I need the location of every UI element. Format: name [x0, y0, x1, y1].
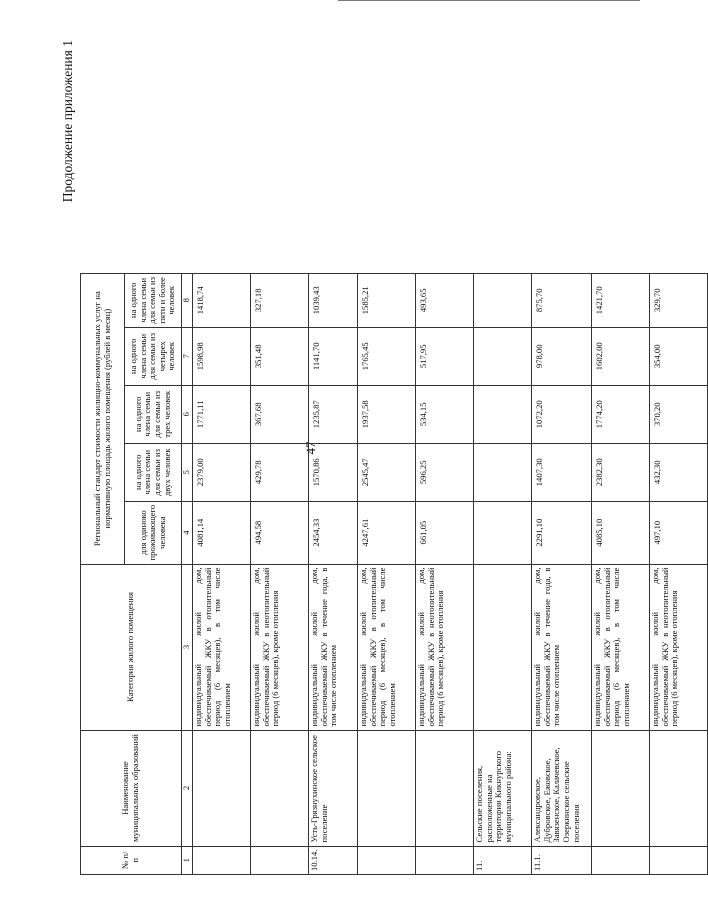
value-three: 1771,11 — [193, 385, 251, 443]
housing-category: индивидуальный жилой дом, обеспечиваемый ЖКУ в неотопительный период (6 месяцев), кроме отопления — [650, 564, 708, 730]
value-two: 2545,47 — [358, 443, 416, 501]
header-sub-5: на одного члена семьи для семьи из пяти и более человек — [125, 273, 182, 327]
housing-category: индивидуальный жилой дом, обеспечиваемый ЖКУ в отопительный период (6 месяцев), в том числе отоплением — [592, 564, 650, 730]
municipality-name — [592, 730, 650, 846]
housing-category: индивидуальный жилой дом, обеспечиваемый ЖКУ в отопительный период (6 месяцев), в том числе отоплением — [358, 564, 416, 730]
value-five-plus: 875,70 — [532, 273, 592, 327]
value-single: 2291,10 — [532, 501, 592, 564]
header-col-standard: Региональный стандарт стоимости жилищно-коммунальных услуг на нормативную площадь жилого помещения (рублей в месяц) — [81, 273, 125, 564]
index-cell: 1 — [182, 846, 193, 874]
table-row — [358, 273, 416, 874]
value-four: 351,48 — [251, 327, 309, 385]
municipality-name — [251, 730, 309, 846]
table-row — [650, 273, 708, 874]
row-number: 10.14. — [309, 846, 358, 874]
value-two: 432,30 — [650, 443, 708, 501]
municipality-name — [193, 730, 251, 846]
value-single: 2454,33 — [309, 501, 358, 564]
row-number — [416, 846, 474, 874]
housing-category — [474, 564, 532, 730]
municipality-name: Сельские поселения, расположенные на территории Кикнурского муниципального района: — [474, 730, 532, 846]
value-four: 978,00 — [532, 327, 592, 385]
table-row — [416, 273, 474, 874]
value-four: 1765,45 — [358, 327, 416, 385]
table-row — [251, 273, 309, 874]
header-sub-1: для одиноко проживающего человека — [125, 501, 182, 564]
index-cell: 4 — [182, 501, 193, 564]
index-cell: 2 — [182, 730, 193, 846]
value-single: 4085,10 — [592, 501, 650, 564]
header-col-name: Наименование муниципальных образований — [81, 730, 182, 846]
value-single: 661,05 — [416, 501, 474, 564]
row-number — [193, 846, 251, 874]
housing-category: индивидуальный жилой дом, обеспечиваемый ЖКУ в течение года, в том числе отоплением — [532, 564, 592, 730]
value-single: 4247,61 — [358, 501, 416, 564]
value-two: 596,25 — [416, 443, 474, 501]
value-two: 429,78 — [251, 443, 309, 501]
value-two: 2379,00 — [193, 443, 251, 501]
value-five-plus: 329,70 — [650, 273, 708, 327]
housing-category: индивидуальный жилой дом, обеспечиваемый ЖКУ в течение года, в том числе отоплением — [309, 564, 358, 730]
housing-category: индивидуальный жилой дом, обеспечиваемый ЖКУ в отопительный период (6 месяцев), в том числе отоплением — [193, 564, 251, 730]
row-number: 11. — [474, 846, 532, 874]
value-five-plus: 1418,74 — [193, 273, 251, 327]
header-sub-2: на одного члена семьи для семьи из двух человек — [125, 443, 182, 501]
value-three — [474, 385, 532, 443]
row-number: 11.1. — [532, 846, 592, 874]
value-two: 1570,86 — [309, 443, 358, 501]
index-cell: 5 — [182, 443, 193, 501]
table-row — [309, 273, 358, 874]
housing-category: индивидуальный жилой дом, обеспечиваемый ЖКУ в неотопительный период (6 месяцев), кроме отопления — [416, 564, 474, 730]
housing-standard-table — [80, 273, 708, 875]
value-three: 370,20 — [650, 385, 708, 443]
value-two: 2382,30 — [592, 443, 650, 501]
value-single: 494,58 — [251, 501, 309, 564]
header-col-category: Категория жилого помещения — [81, 564, 182, 730]
row-number — [592, 846, 650, 874]
municipality-name — [650, 730, 708, 846]
value-three: 534,15 — [416, 385, 474, 443]
value-four: 517,95 — [416, 327, 474, 385]
municipality-name: Усть-Грязнухинское сельское поселение — [309, 730, 358, 846]
value-three: 367,68 — [251, 385, 309, 443]
table-row — [474, 273, 532, 874]
value-five-plus: 1039,43 — [309, 273, 358, 327]
municipality-name: Александровское, Дубровское, Ежовское, Завязенское, Калачевское, Озеркинское сельские поселения — [532, 730, 592, 846]
index-cell: 8 — [182, 273, 193, 327]
municipality-name — [416, 730, 474, 846]
index-cell: 6 — [182, 385, 193, 443]
header-sub-3: на одного члена семьи для семьи из трех человек — [125, 385, 182, 443]
value-single: 497,10 — [650, 501, 708, 564]
value-five-plus: 1585,21 — [358, 273, 416, 327]
annex-title: Продолжение приложения 1 — [60, 40, 75, 203]
value-four: 1598,98 — [193, 327, 251, 385]
value-five-plus: 493,65 — [416, 273, 474, 327]
housing-category: индивидуальный жилой дом, обеспечиваемый ЖКУ в неотопительный период (6 месяцев), кроме отопления — [251, 564, 309, 730]
value-five-plus — [474, 273, 532, 327]
row-number — [358, 846, 416, 874]
value-three: 1774,20 — [592, 385, 650, 443]
value-four: 1602,00 — [592, 327, 650, 385]
header-index-row — [182, 273, 193, 874]
municipality-name — [358, 730, 416, 846]
page-number: 47 — [303, 441, 318, 455]
value-two: 1407,30 — [532, 443, 592, 501]
row-number — [251, 846, 309, 874]
rotated-page-content — [60, 40, 680, 875]
value-two — [474, 443, 532, 501]
row-number — [650, 846, 708, 874]
value-single — [474, 501, 532, 564]
index-cell: 7 — [182, 327, 193, 385]
table-row — [592, 273, 650, 874]
table-row — [193, 273, 251, 874]
header-col-no: № п/п — [81, 846, 182, 874]
index-cell: 3 — [182, 564, 193, 730]
value-single: 4081,14 — [193, 501, 251, 564]
value-four: 354,00 — [650, 327, 708, 385]
value-four — [474, 327, 532, 385]
table-row — [532, 273, 592, 874]
value-five-plus: 1421,70 — [592, 273, 650, 327]
value-four: 1141,70 — [309, 327, 358, 385]
value-five-plus: 327,18 — [251, 273, 309, 327]
scan-edge-line — [338, 0, 640, 1]
header-sub-4: на одного члена семьи для семьи из четырех человек — [125, 327, 182, 385]
value-three: 1937,58 — [358, 385, 416, 443]
value-three: 1235,87 — [309, 385, 358, 443]
value-three: 1072,20 — [532, 385, 592, 443]
